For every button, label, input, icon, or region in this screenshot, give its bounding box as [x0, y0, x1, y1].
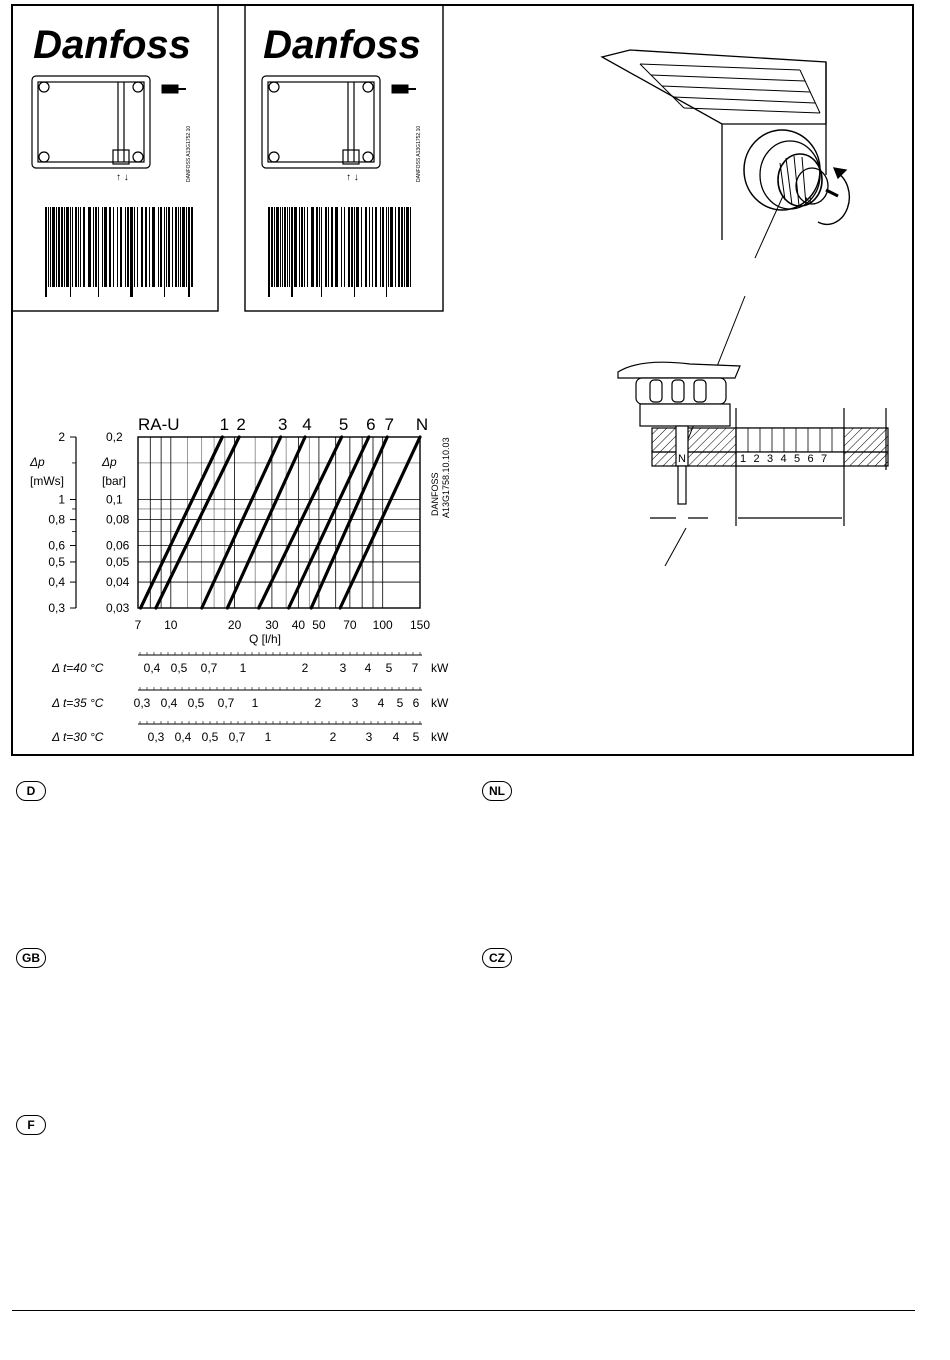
x-tick-label: 20 — [227, 618, 242, 632]
mws-tick-label: 1 — [58, 492, 65, 507]
barcode-bar — [276, 207, 279, 287]
x-tick-label: 100 — [372, 618, 393, 632]
power-tick-label: 7 — [411, 661, 419, 675]
mws-tick-label: 0,5 — [48, 554, 65, 569]
knob-letter: N — [805, 196, 812, 206]
barcode-bar — [98, 207, 99, 297]
barcode-bar — [344, 207, 345, 287]
barcode-bar — [50, 207, 51, 287]
barcode-bar — [113, 207, 114, 287]
x-tick-label: 10 — [164, 618, 178, 632]
barcode-bar — [58, 207, 60, 287]
chart-code: DANFOSS — [430, 472, 440, 516]
barcode-bar — [307, 207, 308, 287]
power-tick-label: 3 — [339, 661, 347, 675]
scale-number: 7 — [821, 453, 828, 465]
barcode-bar — [388, 207, 389, 287]
x-tick-label: 70 — [343, 618, 357, 632]
power-scale-label: Δ t=40 °C — [52, 661, 104, 675]
ylabel-left-unit: [mWs] — [30, 474, 64, 488]
valve-insert-icon — [392, 85, 416, 93]
power-tick-label: 2 — [329, 730, 337, 744]
bar-tick-label: 0,05 — [106, 554, 130, 569]
barcode-bar — [291, 207, 293, 297]
barcode-bar — [168, 207, 170, 287]
barcode-bar — [341, 207, 342, 287]
barcode-bar — [141, 207, 143, 287]
power-tick-label: 0,4 — [143, 661, 161, 675]
barcode-bar — [104, 207, 107, 287]
barcode-bar — [83, 207, 85, 287]
power-tick-label: 0,5 — [170, 661, 188, 675]
barcode-bar — [299, 207, 300, 287]
barcode-bar — [172, 207, 173, 287]
x-tick-label: 40 — [291, 618, 306, 632]
danfoss-logo: Danfoss — [263, 23, 421, 67]
barcode-bar — [335, 207, 338, 287]
power-tick-label: 5 — [412, 730, 420, 744]
chart-title: RA-U — [138, 415, 180, 434]
barcode-bar — [78, 207, 79, 287]
series-label: N — [415, 415, 429, 434]
barcode-bar — [149, 207, 150, 287]
radiator-diagram — [32, 76, 150, 168]
barcode-bar — [186, 207, 187, 287]
barcode-bar — [404, 207, 405, 287]
barcode-bar — [280, 207, 281, 287]
barcode-bar — [152, 207, 155, 287]
barcode-bar — [361, 207, 362, 287]
ylabel-right-symbol: Δp — [102, 455, 117, 469]
barcode-bar — [316, 207, 318, 287]
footer-rule — [12, 1310, 915, 1311]
barcode-bar — [351, 207, 353, 287]
series-label: 6 — [366, 415, 376, 434]
lang-badge-d: D — [16, 781, 46, 801]
barcode-bar — [158, 207, 159, 287]
barcode-bar — [284, 207, 286, 287]
flow-chart — [29, 415, 451, 744]
barcode-bar — [319, 207, 320, 287]
barcode-bar — [178, 207, 179, 287]
barcode-bar — [348, 207, 350, 287]
danfoss-logo: Danfoss — [33, 23, 191, 67]
scale-number: 2 — [753, 453, 760, 465]
barcode-bar — [406, 207, 409, 287]
barcode-bar — [160, 207, 162, 287]
barcode-bar — [287, 207, 288, 287]
series-label: 3 — [277, 415, 288, 434]
label-code: DANFOSS A13G1752.10 — [416, 125, 422, 182]
barcode-bar — [268, 207, 270, 297]
x-tick-label: 30 — [265, 618, 279, 632]
barcode-bar — [188, 207, 190, 297]
barcode-bar — [130, 207, 133, 297]
barcode-bar — [72, 207, 73, 287]
power-unit: kW — [431, 696, 449, 710]
power-tick-label: 0,3 — [147, 730, 165, 744]
label-code: DANFOSS A13G1752.10 — [186, 125, 192, 182]
barcode-bar — [328, 207, 329, 287]
barcode-bar — [372, 207, 373, 287]
power-tick-label: 4 — [364, 661, 372, 675]
barcode-bar — [354, 207, 355, 297]
scale-number: 5 — [794, 453, 801, 465]
mws-tick-label: 2 — [58, 430, 65, 444]
barcode-bar — [365, 207, 367, 287]
bar-tick-label: 0,06 — [106, 538, 130, 553]
barcode-bar — [311, 207, 314, 287]
barcode-bar — [401, 207, 403, 287]
barcode-bar — [356, 207, 359, 287]
power-tick-label: 4 — [392, 730, 400, 744]
barcode-bar — [301, 207, 303, 287]
x-tick-label: 7 — [134, 618, 142, 632]
label-card-1 — [12, 5, 218, 311]
power-tick-label: 6 — [412, 696, 420, 710]
chart-code: A13G1758.10.10.03 — [441, 437, 451, 518]
barcode-bar — [182, 207, 185, 287]
barcode-bar — [109, 207, 111, 287]
power-tick-label: 0,5 — [187, 696, 205, 710]
power-tick-label: 0,7 — [228, 730, 246, 744]
flow-arrows: ↑ ↓ — [116, 172, 129, 183]
barcode-bar — [75, 207, 77, 287]
bar-tick-label: 0,03 — [106, 601, 130, 615]
barcode-bar — [386, 207, 387, 297]
bar-tick-label: 0,08 — [106, 512, 130, 527]
power-tick-label: 0,5 — [201, 730, 219, 744]
barcode-bar — [282, 207, 283, 287]
barcode-bar — [117, 207, 118, 287]
barcode-bar — [191, 207, 193, 287]
barcode-bar — [137, 207, 138, 287]
barcode-bar — [52, 207, 55, 287]
scale-number: 6 — [807, 453, 814, 465]
barcode-bar — [398, 207, 400, 287]
barcode-bar — [369, 207, 370, 287]
barcode-bar — [304, 207, 305, 287]
power-scale-label: Δ t=30 °C — [52, 730, 104, 744]
power-tick-label: 2 — [314, 696, 322, 710]
lang-badge-f: F — [16, 1115, 46, 1135]
lang-badge-gb: GB — [16, 948, 46, 968]
bar-tick-label: 0,1 — [106, 492, 123, 507]
barcode-bar — [180, 207, 181, 287]
lang-badge-nl: NL — [482, 781, 512, 801]
mws-tick-label: 0,6 — [48, 538, 65, 553]
barcode-bar — [321, 207, 322, 297]
barcode-bar — [175, 207, 177, 287]
scale-number: 4 — [780, 453, 787, 465]
section-n-label: N — [678, 453, 686, 465]
series-label: 7 — [384, 415, 394, 434]
power-tick-label: 0,7 — [200, 661, 218, 675]
power-unit: kW — [431, 730, 449, 744]
series-label: 2 — [236, 415, 246, 434]
series-label: 1 — [219, 415, 230, 434]
power-tick-label: 0,3 — [133, 696, 151, 710]
label-card-2 — [245, 5, 443, 311]
barcode-bar — [166, 207, 167, 287]
barcode-bar — [325, 207, 327, 287]
barcode-bar — [274, 207, 275, 287]
flow-arrows: ↑ ↓ — [346, 172, 359, 183]
barcode-bar — [64, 207, 65, 287]
x-tick-label: 150 — [409, 618, 431, 632]
ylabel-right-unit: [bar] — [102, 474, 127, 488]
barcode-bar — [88, 207, 91, 287]
barcode-bar — [390, 207, 393, 287]
barcode-bar — [395, 207, 396, 287]
barcode-bar — [102, 207, 103, 287]
power-tick-label: 4 — [377, 696, 385, 710]
scale-number: 3 — [767, 453, 774, 465]
barcode-bar — [382, 207, 384, 287]
barcode-bar — [331, 207, 333, 287]
x-tick-label: 50 — [312, 618, 326, 632]
barcode-bar — [380, 207, 381, 287]
mws-tick-label: 0,3 — [48, 601, 65, 615]
barcode-bar — [93, 207, 94, 287]
mws-tick-label: 0,8 — [48, 512, 65, 527]
x-axis-label: Q [l/h] — [248, 632, 282, 646]
barcode-bar — [410, 207, 411, 287]
lang-badge-cz: CZ — [482, 948, 512, 968]
barcode-bar — [375, 207, 377, 287]
barcode-bar — [271, 207, 273, 287]
bar-tick-label: 0,04 — [106, 575, 130, 590]
barcode-bar — [145, 207, 147, 287]
power-tick-label: 0,4 — [174, 730, 192, 744]
barcode-bar — [127, 207, 129, 287]
power-tick-label: 3 — [351, 696, 359, 710]
power-tick-label: 2 — [301, 661, 309, 675]
series-label: 5 — [338, 415, 349, 434]
barcode-bar — [56, 207, 57, 287]
power-tick-label: 3 — [365, 730, 373, 744]
barcode-bar — [164, 207, 165, 297]
barcode-bar — [48, 207, 49, 287]
barcode-bar — [95, 207, 97, 287]
power-tick-label: 1 — [251, 696, 259, 710]
power-scale-label: Δ t=35 °C — [52, 696, 104, 710]
barcode-bar — [120, 207, 122, 287]
ylabel-left-symbol: Δp — [30, 455, 45, 469]
bar-tick-label: 0,2 — [106, 430, 123, 444]
power-tick-label: 1 — [239, 661, 247, 675]
barcode-bar — [61, 207, 63, 287]
barcode-bar — [70, 207, 71, 297]
mws-tick-label: 0,4 — [48, 575, 65, 590]
radiator-diagram — [262, 76, 380, 168]
power-unit: kW — [431, 661, 449, 675]
barcode-bar — [134, 207, 135, 287]
power-tick-label: 5 — [396, 696, 404, 710]
power-tick-label: 0,4 — [160, 696, 178, 710]
barcode-bar — [294, 207, 297, 287]
power-tick-label: 0,7 — [217, 696, 235, 710]
series-label: 4 — [302, 415, 312, 434]
barcode — [268, 207, 411, 297]
barcode-bar — [289, 207, 290, 287]
scale-number: 1 — [740, 453, 747, 465]
barcode-bar — [66, 207, 69, 287]
barcode-bar — [45, 207, 47, 297]
barcode — [45, 207, 193, 297]
power-tick-label: 5 — [385, 661, 393, 675]
valve-insert-icon — [162, 85, 186, 93]
barcode-bar — [80, 207, 81, 287]
power-tick-label: 1 — [264, 730, 272, 744]
barcode-bar — [125, 207, 126, 287]
